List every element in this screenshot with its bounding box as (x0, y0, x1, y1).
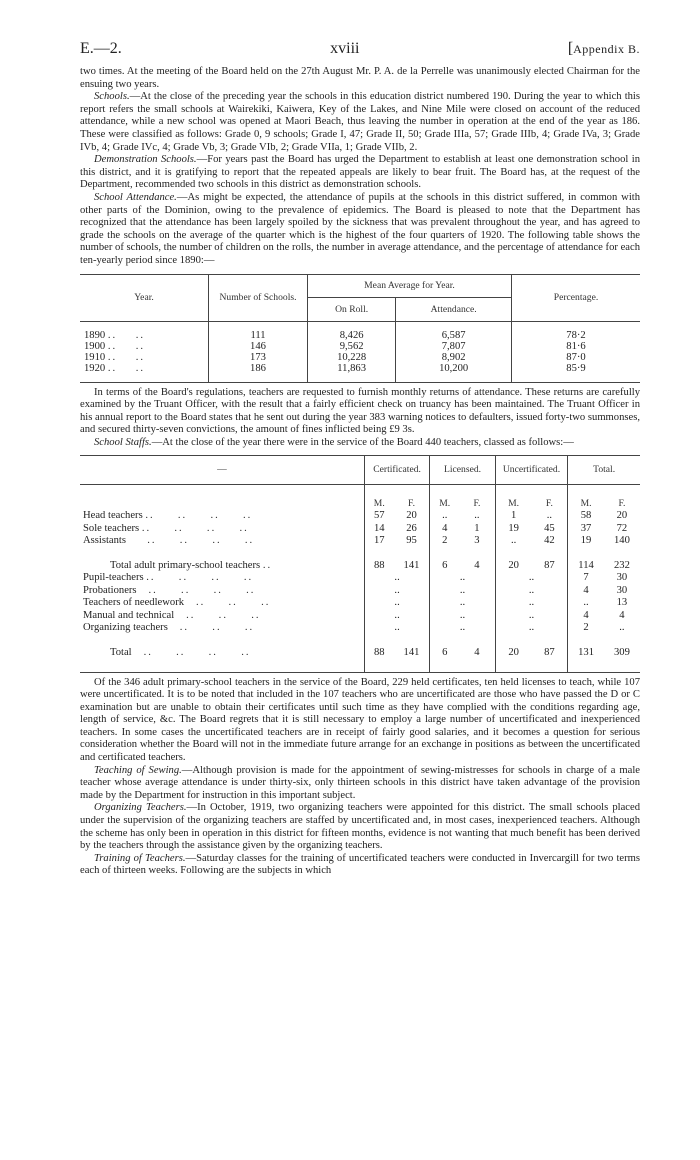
paragraph-demonstration-schools: Demonstration Schools.—For years past the Board has urged the Department to establish at least one demonstration school in this district, and it is gratifying to report that the repeated appeals are likely to bear fruit. The Board has, at the request of the Department, recommended two schools in this district as demonstration schools. (80, 154, 640, 191)
paragraph-teaching-of-sewing: Teaching of Sewing.—Although provision is made for the appointment of sewing-mistresses for schools in charge of a male teacher whose average attendance is under thirty-six, only thirteen schools in this district have taken advantage of the provision made by the Department for instruction in this important subject. (80, 764, 640, 801)
col-total: Total. (568, 456, 640, 485)
paragraph-adult-teachers: Of the 346 adult primary-school teachers in the service of the Board, 229 held certificates, ten held licenses to teach, while 107 were uncertificated. It is to be noted that included in the 107 teachers who are uncertificated are those who have passed the D or C examination but are unable to obtain their certificates until such time as they have complied with the conditions regarding age, length of service, &c. The Board regrets that it is still necessary to employ a large number of uncertificated and inexperienced teachers. In some cases the uncertificated teachers are in receipt of fairly good salaries, and it becomes a question for serious consideration whether the Board will not in the immediate future arrange for an exchange in positions as between the uncertificated and certificated teachers. (80, 676, 640, 764)
document-page (80, 40, 640, 878)
table-row: Pupil-teachers .. .. .. .. .. .. .. 7 30 (83, 572, 628, 584)
col-attendance: Attendance. (396, 298, 512, 322)
table-row: Assistants .. .. .. .. 17 95 2 3 .. 42 19 140 (83, 535, 630, 547)
col-percentage: Percentage. (512, 274, 641, 321)
paragraph-training-of-teachers: Training of Teachers.—Saturday classes for the training of uncertificated teachers were conducted in Invercargill for two terms each of thirteen weeks. Following are the subjects in which (80, 852, 640, 877)
table-row: Head teachers .. .. .. .. 57 20 .. .. 1 .. 58 20 (83, 510, 628, 522)
col-year: Year. (80, 274, 209, 321)
table-row: 1910 .. .. 173 10,228 8,902 87·0 (80, 352, 640, 363)
col-schools: Number of Schools. (209, 274, 308, 321)
col-certificated: Certificated. (364, 456, 429, 485)
table-row: Teachers of needlework .. .. .. .. .. .. .. 13 (83, 597, 628, 609)
header-left: E.—2. (80, 40, 122, 57)
paragraph-1: two times. At the meeting of the Board held on the 27th August Mr. P. A. de la Perrelle was unanimously elected Chairman for the ensuing two years. (80, 66, 640, 90)
table-row: Sole teachers .. .. .. .. 14 26 4 1 19 45 37 72 (83, 522, 628, 534)
paragraph-truancy: In terms of the Board's regulations, teachers are requested to furnish monthly returns of attendance. These returns are carefully examined by the Truant Officer, with the result that a fairly efficient check on truancy has been maintained. The Truant Officer in his annual report to the Board states that he sent out during the year 383 warning notices to defaulters, issued forty-two summonses, and secured thirty-seven convictions, the amount of fines inflicted being £9 3s. (80, 386, 640, 436)
header-right: [Appendix B. (567, 40, 640, 57)
table-row: 1920 .. .. 186 11,863 10,200 85·9 (80, 363, 640, 374)
table-row-total: Total .. .. .. .. 88 141 6 4 20 87 131 309 (110, 646, 630, 658)
paragraph-schools: Schools.—At the close of the preceding year the schools in this education district numbered 190. During the year to which this report refers the small schools at Wairekiki, Kaiwera, Key of the Lakes, and Nine Mile were closed on account of the reduced attendance, while a new school was opened at Maori Beach, thus leaving the number in operation at the end of the year as 186. These were classified as follows: Grade 0, 9 schools; Grade I, 47; Grade II, 50; Grade IIIa, 57; Grade IIIb, 4; Grade IVa, 3; Grade IVb, 4; Grade IVc, 4; Grade Vb, 3; Grade VIb, 2; Grade VIIa, 1; Grade VIIb, 2. (80, 91, 640, 153)
table-row: 1900 .. .. 146 9,562 7,807 81·6 (80, 341, 640, 352)
page-header (80, 40, 640, 66)
attendance-table (80, 274, 640, 383)
col-on-roll: On Roll. (308, 298, 396, 322)
table-row: 1890 .. .. 111 8,426 6,587 78·2 (80, 330, 640, 341)
paragraph-school-attendance: School Attendance.—As might be expected, the attendance of pupils at the schools in this district suffered, in common with other parts of the Dominion, owing to the prevalence of epidemics. The Board is pleased to note that the Department has recognized that the attendance has been largely spoiled by the sickness that was prevalent throughout the year, and has agreed to grade the schools on the average of the quarter which is the highest of the four quarters of 1920. The following table shows the number of schools, the number of children on the rolls, the number in average attendance, and the percentage of attendance for each ten-yearly period since 1890:— (80, 191, 641, 266)
table-row: Manual and technical .. .. .. .. .. .. 4 4 (83, 609, 625, 621)
col-mean-average: Mean Average for Year. (308, 274, 512, 298)
table-row-total-adult: Total adult primary-school teachers .. 88 141 6 4 20 87 114 232 (110, 559, 630, 571)
header-page-number: xviii (330, 40, 360, 57)
paragraph-organizing-teachers: Organizing Teachers.—In October, 1919, two organizing teachers were appointed for this district. The small schools placed under the supervision of the organizing teachers are staffed by uncertificated and, in most cases, inexperienced teachers. Although the scheme has only been in operation in this district for fifteen months, evidence is not wanting that much benefit has been derived by the teachers through the assistance given by the organizing teachers. (80, 802, 640, 852)
staff-table: — Certificated. Licensed. Uncertificated. Total. M. F. M. F. M. F. M. F. Head teachers .. .. .. .. 57 20 .. .. 1 .. 58 20 Sole teachers .. .. .. .. 14 26 4 1 19 45 37 72 Assistants .. .. .. .. 17 95 2 3 .. 42 19 140 Total adult primary-school teachers .. 88 141 6 4 20 87 114 232 Pupil-teachers .. .. .. .. .. .. .. 7 30 Probationers .. .. .. .. .. .. .. 4 30 Teachers of needlework .. .. .. .. .. .. .. 13 Manual and technical .. .. .. .. .. .. 4 4 Organizing teachers .. .. .. .. .. .. 2 .. Total .. .. .. .. 88 141 6 4 20 87 131 309 (80, 455, 640, 672)
table-row: Probationers .. .. .. .. .. .. .. 4 30 (83, 584, 628, 596)
col-blank: — (217, 464, 227, 476)
paragraph-school-staffs: School Staffs.—At the close of the year there were in the service of the Board 440 teachers, classed as follows:— (94, 436, 574, 448)
col-uncertificated: Uncertificated. (495, 456, 568, 485)
col-licensed: Licensed. (430, 456, 495, 485)
table-row: Organizing teachers .. .. .. .. .. .. 2 .. (83, 621, 625, 633)
